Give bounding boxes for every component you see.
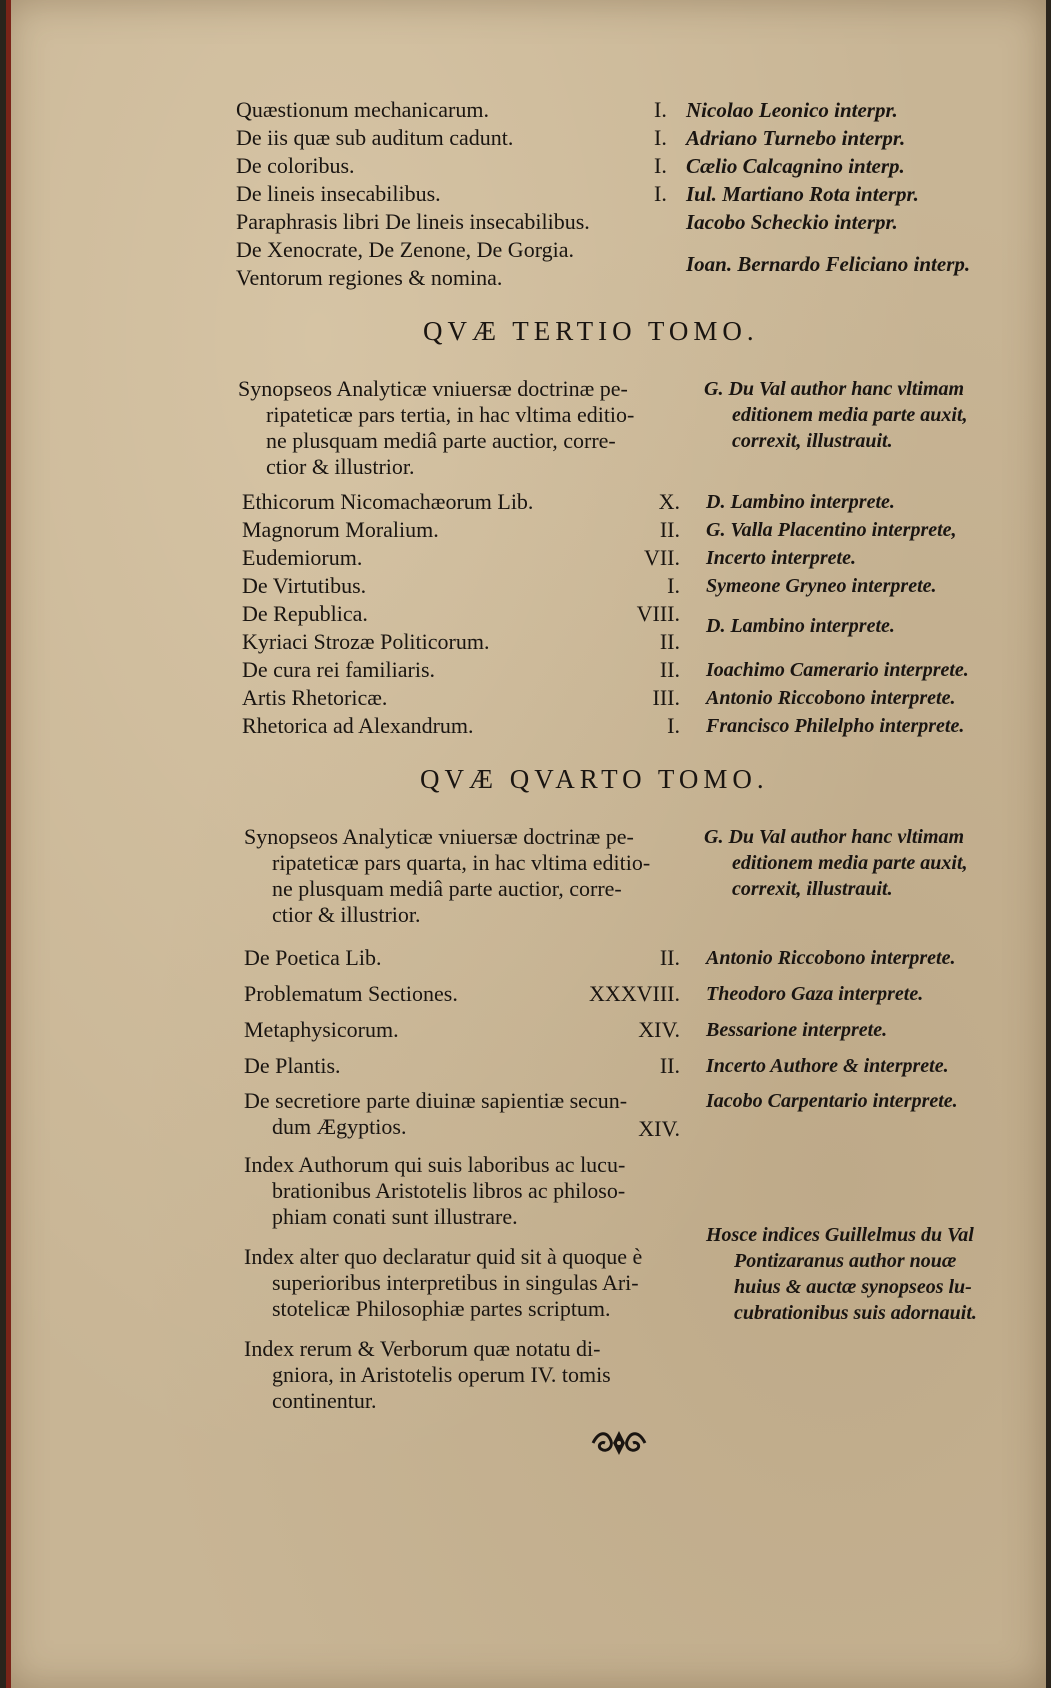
book-count: I.: [667, 713, 680, 738]
interpreter: Bessarione interprete.: [706, 1019, 888, 1041]
interpreter: Ioachimo Camerario interprete.: [706, 659, 969, 681]
list-item: [6, 1016, 1046, 1044]
work-title: De Xenocrate, De Zenone, De Gorgia.: [236, 237, 575, 262]
interpreter: Iul. Martiano Rota interpr.: [686, 182, 919, 206]
text-line: continentur.: [272, 1388, 377, 1413]
text-line: superioribus interpretibus in singulas Ari-: [272, 1270, 639, 1295]
text-line: editionem media parte auxit,: [732, 852, 968, 874]
interpreter: Theodoro Gaza interprete.: [706, 983, 924, 1005]
text-line: G. Du Val author hanc vltimam: [704, 826, 965, 848]
work-title: Artis Rhetoricæ.: [242, 685, 388, 710]
book-count: XXXVIII.: [588, 981, 680, 1006]
text-line: correxit, illustrauit.: [732, 430, 893, 452]
book-count: II.: [659, 1053, 680, 1078]
indices-note: [706, 1222, 977, 1326]
list-item: [6, 712, 1046, 740]
list-item: [6, 152, 1046, 180]
text-line: ctior & illustrior.: [272, 902, 421, 927]
book-count: XIV.: [638, 1017, 680, 1042]
interpreter: G. Valla Placentino interprete,: [706, 519, 957, 541]
book-count: I.: [654, 125, 667, 150]
text-line: ripateticæ pars quarta, in hac vltima editio-: [272, 850, 651, 875]
list-item: [6, 264, 1046, 292]
work-title: De Plantis.: [244, 1053, 341, 1078]
text-line: ctior & illustrior.: [266, 454, 415, 479]
book-count: VIII.: [636, 601, 680, 626]
text-line: correxit, illustrauit.: [732, 878, 893, 900]
interpreter: Antonio Riccobono interprete.: [706, 947, 956, 969]
text-line: G. Du Val author hanc vltimam: [704, 378, 965, 400]
book-count: II.: [659, 517, 680, 542]
list-item: [6, 544, 1046, 572]
work-title: De iis quæ sub auditum cadunt.: [236, 125, 514, 150]
fleuron-ornament-icon: [589, 1425, 649, 1461]
interpreter: D. Lambino interprete.: [706, 615, 895, 637]
text-line: ripateticæ pars tertia, in hac vltima editio-: [266, 402, 635, 427]
section-heading: QVÆ QVARTO TOMO.: [420, 764, 769, 794]
text-line: De secretiore parte diuinæ sapientiæ secun-: [244, 1088, 628, 1113]
book-count: X.: [658, 489, 680, 514]
list-item: [6, 124, 1046, 152]
work-title: Quæstionum mechanicarum.: [236, 97, 489, 122]
list-item: [6, 944, 1046, 972]
work-title: De Virtutibus.: [242, 573, 367, 598]
index-rerum: [244, 1336, 611, 1414]
book-count: I.: [654, 97, 667, 122]
text-line: ne plusquam mediâ parte auctior, corre-: [272, 876, 622, 901]
text-line: Index alter quo declaratur quid sit à quoque è: [244, 1244, 643, 1269]
text-line: cubrationibus suis adornauit.: [734, 1302, 977, 1324]
work-title: Kyriaci Strozæ Politicorum.: [242, 629, 490, 654]
list-item: [6, 208, 1046, 236]
text-line: huius & auctæ synopseos lu-: [734, 1276, 972, 1298]
index-alter: [244, 1244, 642, 1322]
synopsis-interpreter: [704, 824, 968, 902]
interpreter: D. Lambino interprete.: [706, 491, 895, 513]
book-count: III.: [652, 685, 680, 710]
work-title: De lineis insecabilibus.: [236, 181, 441, 206]
interpreter: Symeone Gryneo interprete.: [706, 575, 937, 597]
secretiore-entry: [244, 1088, 627, 1140]
book-count: XIV.: [638, 1116, 680, 1141]
text-line: brationibus Aristotelis libros ac philoso-: [272, 1178, 626, 1203]
work-title: De Republica.: [242, 601, 368, 626]
work-title: De coloribus.: [236, 153, 355, 178]
work-title: Problematum Sectiones.: [244, 981, 458, 1006]
work-title: Magnorum Moralium.: [242, 517, 439, 542]
interpreter: Francisco Philelpho interprete.: [706, 715, 965, 737]
text-line: Index rerum & Verborum quæ notatu di-: [244, 1336, 601, 1361]
text-line: dum Ægyptios.: [272, 1114, 407, 1139]
text-line: stotelicæ Philosophiæ partes scriptum.: [272, 1296, 611, 1321]
list-item: [6, 684, 1046, 712]
book-count: VII.: [643, 545, 680, 570]
text-line: Hosce indices Guillelmus du Val: [706, 1224, 974, 1246]
work-title: Ventorum regiones & nomina.: [236, 265, 503, 290]
list-item: [6, 628, 1046, 656]
interpreter: Antonio Riccobono interprete.: [706, 687, 956, 709]
book-page: [6, 0, 1046, 1688]
list-item: [6, 488, 1046, 516]
book-count: I.: [667, 573, 680, 598]
list-item: [6, 1052, 1046, 1080]
work-title: Ethicorum Nicomachæorum Lib.: [242, 489, 534, 514]
list-item: [6, 236, 1046, 276]
book-count: II.: [659, 629, 680, 654]
interpreter: Cælio Calcagnino interp.: [686, 154, 905, 178]
text-line: gniora, in Aristotelis operum IV. tomis: [272, 1362, 611, 1387]
text-line: ne plusquam mediâ parte auctior, corre-: [266, 428, 616, 453]
text-line: Index Authorum qui suis laboribus ac lucu-: [244, 1152, 626, 1177]
interpreter: Nicolao Leonico interpr.: [686, 98, 898, 122]
book-count: I.: [654, 181, 667, 206]
work-title: De Poetica Lib.: [244, 945, 382, 970]
text-line: Synopseos Analyticæ vniuersæ doctrinæ pe-: [238, 376, 628, 401]
list-item: [6, 516, 1046, 544]
interpreter: Iacobo Scheckio interpr.: [686, 210, 898, 234]
work-title: Eudemiorum.: [242, 545, 363, 570]
synopsis-interpreter: [704, 376, 968, 454]
interpreter: Adriano Turnebo interpr.: [686, 126, 906, 150]
interpreter: Ioan. Bernardo Feliciano interp.: [686, 252, 971, 276]
synopsis-entry: [244, 824, 650, 928]
book-count: I.: [654, 153, 667, 178]
list-item: [6, 656, 1046, 684]
list-item: [6, 600, 1046, 637]
work-title: De cura rei familiaris.: [242, 657, 436, 682]
work-title: Paraphrasis libri De lineis insecabilibus.: [236, 209, 590, 234]
list-item: [6, 180, 1046, 208]
interpreter: Incerto interprete.: [706, 547, 856, 569]
text-line: Pontizaranus author nouæ: [734, 1250, 957, 1272]
work-title: Metaphysicorum.: [244, 1017, 399, 1042]
book-count: II.: [659, 657, 680, 682]
text-line: Synopseos Analyticæ vniuersæ doctrinæ pe-: [244, 824, 634, 849]
index-authorum: [244, 1152, 625, 1230]
synopsis-entry: [238, 376, 634, 480]
interpreter: Iacobo Carpentario interprete.: [706, 1090, 958, 1112]
list-item: [6, 572, 1046, 600]
book-count: II.: [659, 945, 680, 970]
work-title: Rhetorica ad Alexandrum.: [242, 713, 474, 738]
section-heading: QVÆ TERTIO TOMO.: [423, 316, 759, 346]
text-line: phiam conati sunt illustrare.: [272, 1204, 518, 1229]
interpreter: Incerto Authore & interprete.: [706, 1055, 949, 1077]
text-line: editionem media parte auxit,: [732, 404, 968, 426]
list-item: [6, 980, 1046, 1008]
list-item: [6, 96, 1046, 124]
